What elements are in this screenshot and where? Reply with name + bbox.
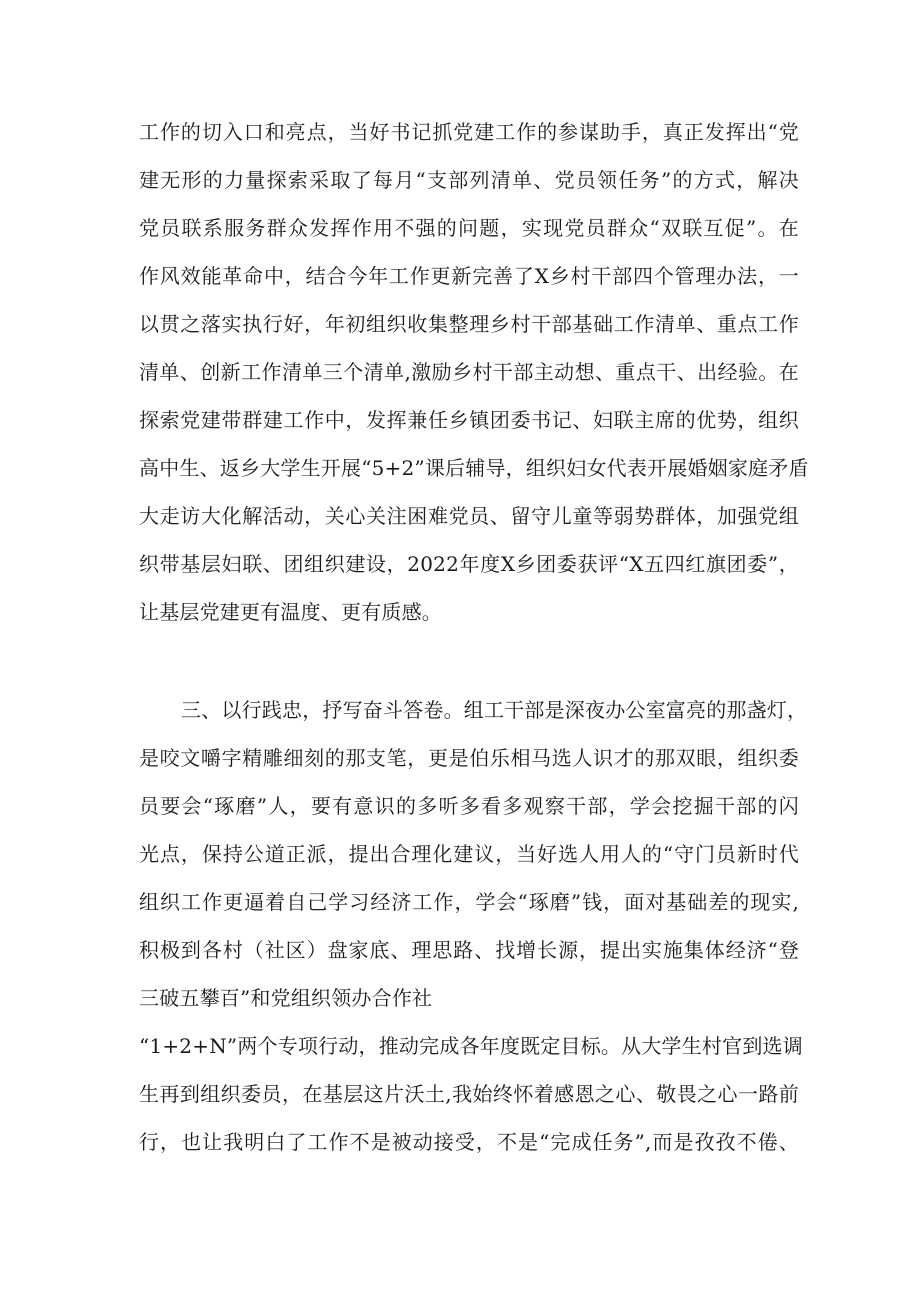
paragraph-2-line-5: 组织工作更逼着自己学习经济工作，学会“琢磨”钱，面对基础差的现实, [139,890,799,914]
paragraph-2-line-2: 是咬文嚼字精雕细刻的那支笔，更是伯乐相马选人识才的那双眼，组织委 [139,746,799,770]
paragraph-2-line-4: 光点，保持公道正派，提出合理化建议，当好选人用人的“守门员新时代 [139,842,799,866]
paragraph-2-line-8: “1+2+N”两个专项行动，推动完成各年度既定目标。从大学生村官到选调 [139,1034,803,1058]
paragraph-2-line-10: 行，也让我明白了工作不是被动接受，不是“完成任务”,而是孜孜不倦、 [139,1130,799,1154]
paragraph-1-line-4: 作风效能革命中，结合今年工作更新完善了X乡村干部四个管理办法，一 [139,264,799,288]
paragraph-1-line-11: 让基层党建更有温度、更有质感。 [139,600,442,624]
paragraph-1-line-6: 清单、创新工作清单三个清单,激励乡村干部主动想、重点干、出经验。在 [139,360,799,384]
paragraph-2-line-9: 生再到组织委员，在基层这片沃土,我始终怀着感恩之心、敬畏之心一路前 [139,1082,799,1106]
paragraph-2-line-3: 员要会“琢磨”人，要有意识的多听多看多观察干部，学会挖掘干部的闪 [139,794,799,818]
paragraph-2-line-7: 三破五攀百”和党组织领办合作社 [139,986,433,1010]
paragraph-1-line-9: 大走访大化解活动，关心关注困难党员、留守儿童等弱势群体，加强党组 [139,504,799,528]
paragraph-2-line-6: 积极到各村（社区）盘家底、理思路、找增长源，提出实施集体经济“登 [139,938,799,962]
paragraph-1-line-7: 探索党建带群建工作中，发挥兼任乡镇团委书记、妇联主席的优势，组织 [139,408,799,432]
paragraph-2-line-1: 三、以行践忠，抒写奋斗答卷。组工干部是深夜办公室富亮的那盏灯， [181,698,808,722]
paragraph-1-line-5: 以贯之落实执行好，年初组织收集整理乡村干部基础工作清单、重点工作 [139,312,799,336]
paragraph-1-line-1: 工作的切入口和亮点，当好书记抓党建工作的参谋助手，真正发挥出“党 [139,120,799,144]
paragraph-1-line-8: 高中生、返乡大学生开展“5+2”课后辅导，组织妇女代表开展婚姻家庭矛盾 [139,456,809,480]
paragraph-1-line-10: 织带基层妇联、团组织建设，2022年度X乡团委获评“X五四红旗团委”， [139,552,799,576]
paragraph-1-line-3: 党员联系服务群众发挥作用不强的问题，实现党员群众“双联互促”。在 [139,216,799,240]
paragraph-1-line-2: 建无形的力量探索采取了每月“支部列清单、党员领任务”的方式，解决 [139,168,799,192]
